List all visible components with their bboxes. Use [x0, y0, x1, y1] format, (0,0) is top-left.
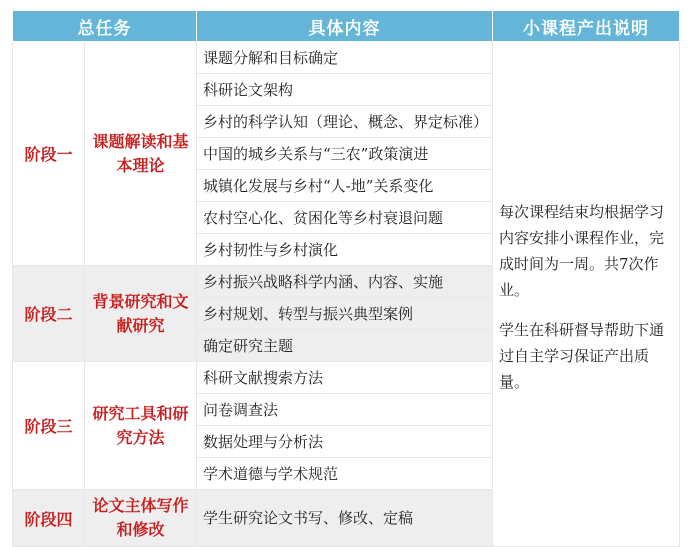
content-item: 乡村的科学认知（理论、概念、界定标准） [197, 106, 493, 138]
content-item: 乡村规划、转型与振兴典型案例 [197, 298, 493, 330]
stage-label: 阶段二 [13, 266, 85, 362]
stage-label: 阶段三 [13, 362, 85, 490]
table-row [13, 42, 680, 74]
stage-label: 阶段四 [13, 490, 85, 547]
content-item: 确定研究主题 [197, 330, 493, 362]
task-label: 研究工具和研究方法 [85, 362, 197, 490]
output-paragraph: 学生在科研督导帮助下通过自主学习保证产出质量。 [499, 321, 665, 391]
header-content: 具体内容 [197, 11, 493, 42]
header-row [13, 11, 680, 42]
content-item: 科研文献搜索方法 [197, 362, 493, 394]
task-label: 背景研究和文献研究 [85, 266, 197, 362]
content-item: 学生研究论文书写、修改、定稿 [197, 490, 493, 547]
content-item: 科研论文架构 [197, 74, 493, 106]
content-item: 问卷调查法 [197, 394, 493, 426]
header-task: 总任务 [13, 11, 197, 42]
content-item: 中国的城乡关系与“三农”政策演进 [197, 138, 493, 170]
output-description [493, 42, 680, 547]
content-item: 农村空心化、贫困化等乡村衰退问题 [197, 202, 493, 234]
content-item: 城镇化发展与乡村“人-地”关系变化 [197, 170, 493, 202]
content-item: 课题分解和目标确定 [197, 42, 493, 74]
stage-label: 阶段一 [13, 42, 85, 266]
content-item: 学术道德与学术规范 [197, 458, 493, 490]
content-item: 数据处理与分析法 [197, 426, 493, 458]
content-item: 乡村振兴战略科学内涵、内容、实施 [197, 266, 493, 298]
output-paragraph: 每次课程结束均根据学习内容安排小课程作业，完成时间为一周。共7次作业。 [499, 203, 665, 299]
task-label: 论文主体写作和修改 [85, 490, 197, 547]
task-label: 课题解读和基本理论 [85, 42, 197, 266]
header-output: 小课程产出说明 [493, 11, 680, 42]
curriculum-table [12, 10, 680, 547]
content-item: 乡村韧性与乡村演化 [197, 234, 493, 266]
